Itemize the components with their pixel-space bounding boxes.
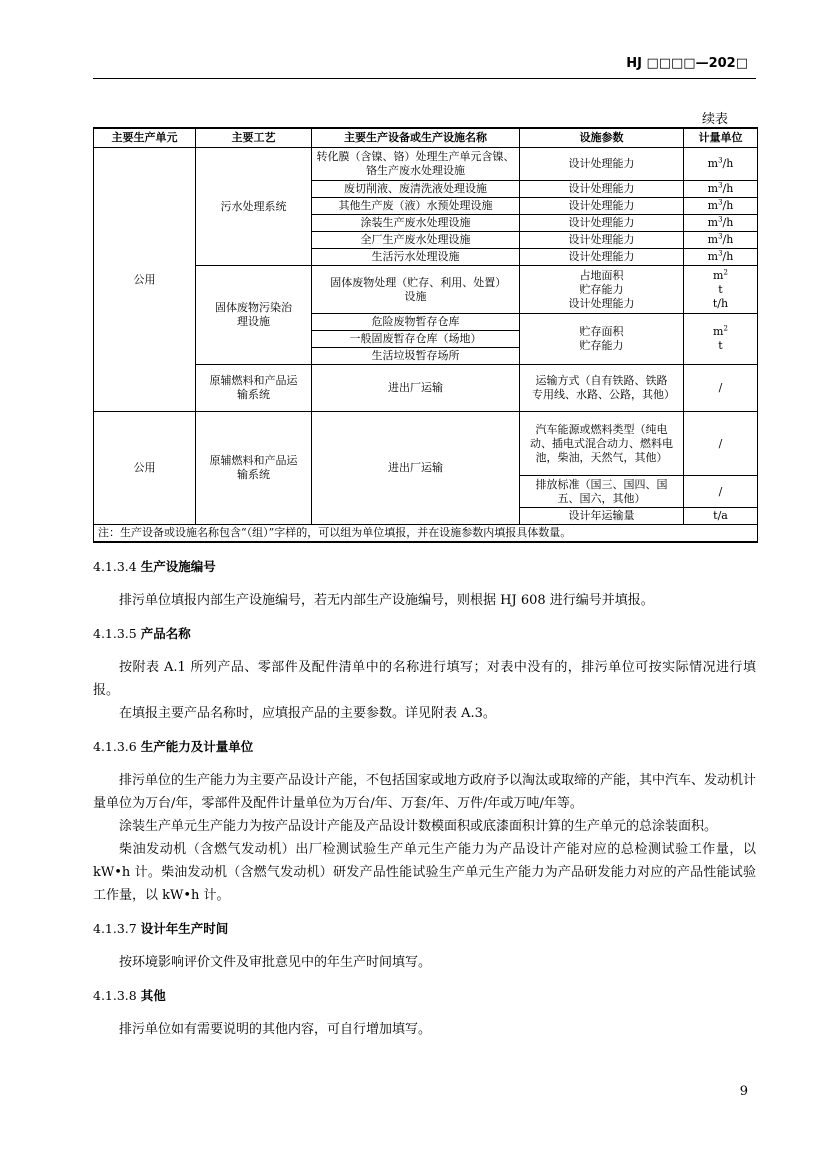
facility-cell: 进出厂运输 [312,412,520,525]
facility-cell: 全厂生产废水处理设施 [312,232,520,249]
process-cell: 固体废物污染治理设施 [196,266,312,365]
body-content [93,555,756,1041]
param-cell: 设计处理能力 [520,198,684,215]
facility-cell: 生活垃圾暂存场所 [312,348,520,365]
section-heading-4-1-3-6: 4.1.3.6 生产能力及计量单位 [93,739,254,754]
facility-cell: 生活污水处理设施 [312,249,520,266]
process-cell: 原辅燃料和产品运输系统 [196,365,312,412]
facility-cell: 进出厂运输 [312,365,520,412]
col-header-measure: 计量单位 [684,128,758,148]
facility-cell: 废切削液、废清洗液处理设施 [312,181,520,198]
paragraph: 排污单位填报内部生产设施编号，若无内部生产设施编号，则根据 HJ 608 进行编号并填报。 [119,593,654,608]
param-cell: 设计年运输量 [520,508,684,525]
param-cell: 设计处理能力 [520,148,684,181]
measure-cell: / [684,412,758,476]
table-row [94,148,758,181]
table-header-row [94,128,758,148]
param-cell: 设计处理能力 [520,181,684,198]
paragraph: 按附表 A.1 所列产品、零部件及配件清单中的名称进行填写；对表中没有的，排污单位可按实际情况进行填报。 [93,660,756,698]
page-number: 9 [739,1084,748,1099]
paragraph: 在填报主要产品名称时，应填报产品的主要参数。详见附表 A.3。 [119,706,496,721]
param-cell: 运输方式（自有铁路、铁路专用线、水路、公路，其他） [520,365,684,412]
facility-cell: 涂装生产废水处理设施 [312,215,520,232]
param-cell: 设计处理能力 [520,232,684,249]
section-heading-4-1-3-7: 4.1.3.7 设计年生产时间 [93,921,229,936]
measure-cell: $m^3/h$ [684,215,758,232]
col-header-process: 主要工艺 [196,128,312,148]
param-cell: 占地面积 贮存能力 设计处理能力 [520,266,684,314]
facility-cell: 转化膜（含镍、铬）处理生产单元含镍、铬生产废水处理设施 [312,148,520,181]
measure-cell: $m^2$ t t/h [684,266,758,314]
section-heading-4-1-3-4: 4.1.3.4 生产设施编号 [93,559,216,574]
facility-cell: 固体废物处理（贮存、利用、处置）设施 [312,266,520,314]
facility-cell: 危险废物暂存仓库 [312,314,520,331]
table-continued-label: 续表 [701,112,728,127]
measure-cell: $m^3/h$ [684,249,758,266]
table-row [94,412,758,476]
section-heading-4-1-3-8: 4.1.3.8 其他 [93,988,166,1003]
table-note: 注：生产设备或设施名称包含“（组）”字样的，可以组为单位填报，并在设施参数内填报具体数量。 [94,525,758,543]
header-rule [93,78,756,79]
param-cell: 排放标准（国三、国四、国五、国六，其他） [520,476,684,508]
measure-cell: $m^3/h$ [684,181,758,198]
measure-cell: / [684,365,758,412]
unit-cell: 公用 [94,148,196,412]
param-cell: 汽车能源或燃料类型（纯电动、插电式混合动力、燃料电池，柴油，天然气，其他） [520,412,684,476]
paragraph: 排污单位如有需要说明的其他内容，可自行增加填写。 [119,1022,432,1037]
paragraph: 涂装生产单元生产能力为按产品设计产能及产品设计数模面积或底漆面积计算的生产单元的总涂装面积。 [119,819,718,834]
measure-cell: $m^3/h$ [684,232,758,249]
paragraph: 按环境影响评价文件及审批意见中的年生产时间填写。 [119,955,432,970]
col-header-param: 设施参数 [520,128,684,148]
process-cell: 污水处理系统 [196,148,312,266]
param-cell: 贮存面积 贮存能力 [520,314,684,365]
section-heading-4-1-3-5: 4.1.3.5 产品名称 [93,626,191,641]
measure-cell: t/a [684,508,758,525]
facility-cell: 其他生产废（液）水预处理设施 [312,198,520,215]
facility-parameter-table [93,127,758,543]
unit-cell: 公用 [94,412,196,525]
param-cell: 设计处理能力 [520,249,684,266]
document-code-header: HJ □□□□—202□ [626,56,748,71]
paragraph: 排污单位的生产能力为主要产品设计产能，不包括国家或地方政府予以淘汰或取缔的产能，其中汽车、发动机计量单位为万台/年，零部件及配件计量单位为万台/年、万套/年、万件/年或万吨/年等。 [93,773,757,811]
measure-cell: / [684,476,758,508]
paragraph: 柴油发动机（含燃气发动机）出厂检测试验生产单元生产能力为产品设计产能对应的总检测试验工作量，以 kW•h 计。柴油发动机（含燃气发动机）研发产品性能试验生产单元生产能力为产品研发能力对应的产品性能试验工作量，以 kW•h 计。 [93,842,756,903]
param-cell: 设计处理能力 [520,215,684,232]
table-note-row [94,525,758,543]
facility-cell: 一般固废暂存仓库（场地） [312,331,520,348]
measure-cell: $m^3/h$ [684,198,758,215]
process-cell: 原辅燃料和产品运输系统 [196,412,312,525]
col-header-facility: 主要生产设备或生产设施名称 [312,128,520,148]
measure-cell: $m^2$ t [684,314,758,365]
measure-cell: $m^3/h$ [684,148,758,181]
col-header-unit: 主要生产单元 [94,128,196,148]
